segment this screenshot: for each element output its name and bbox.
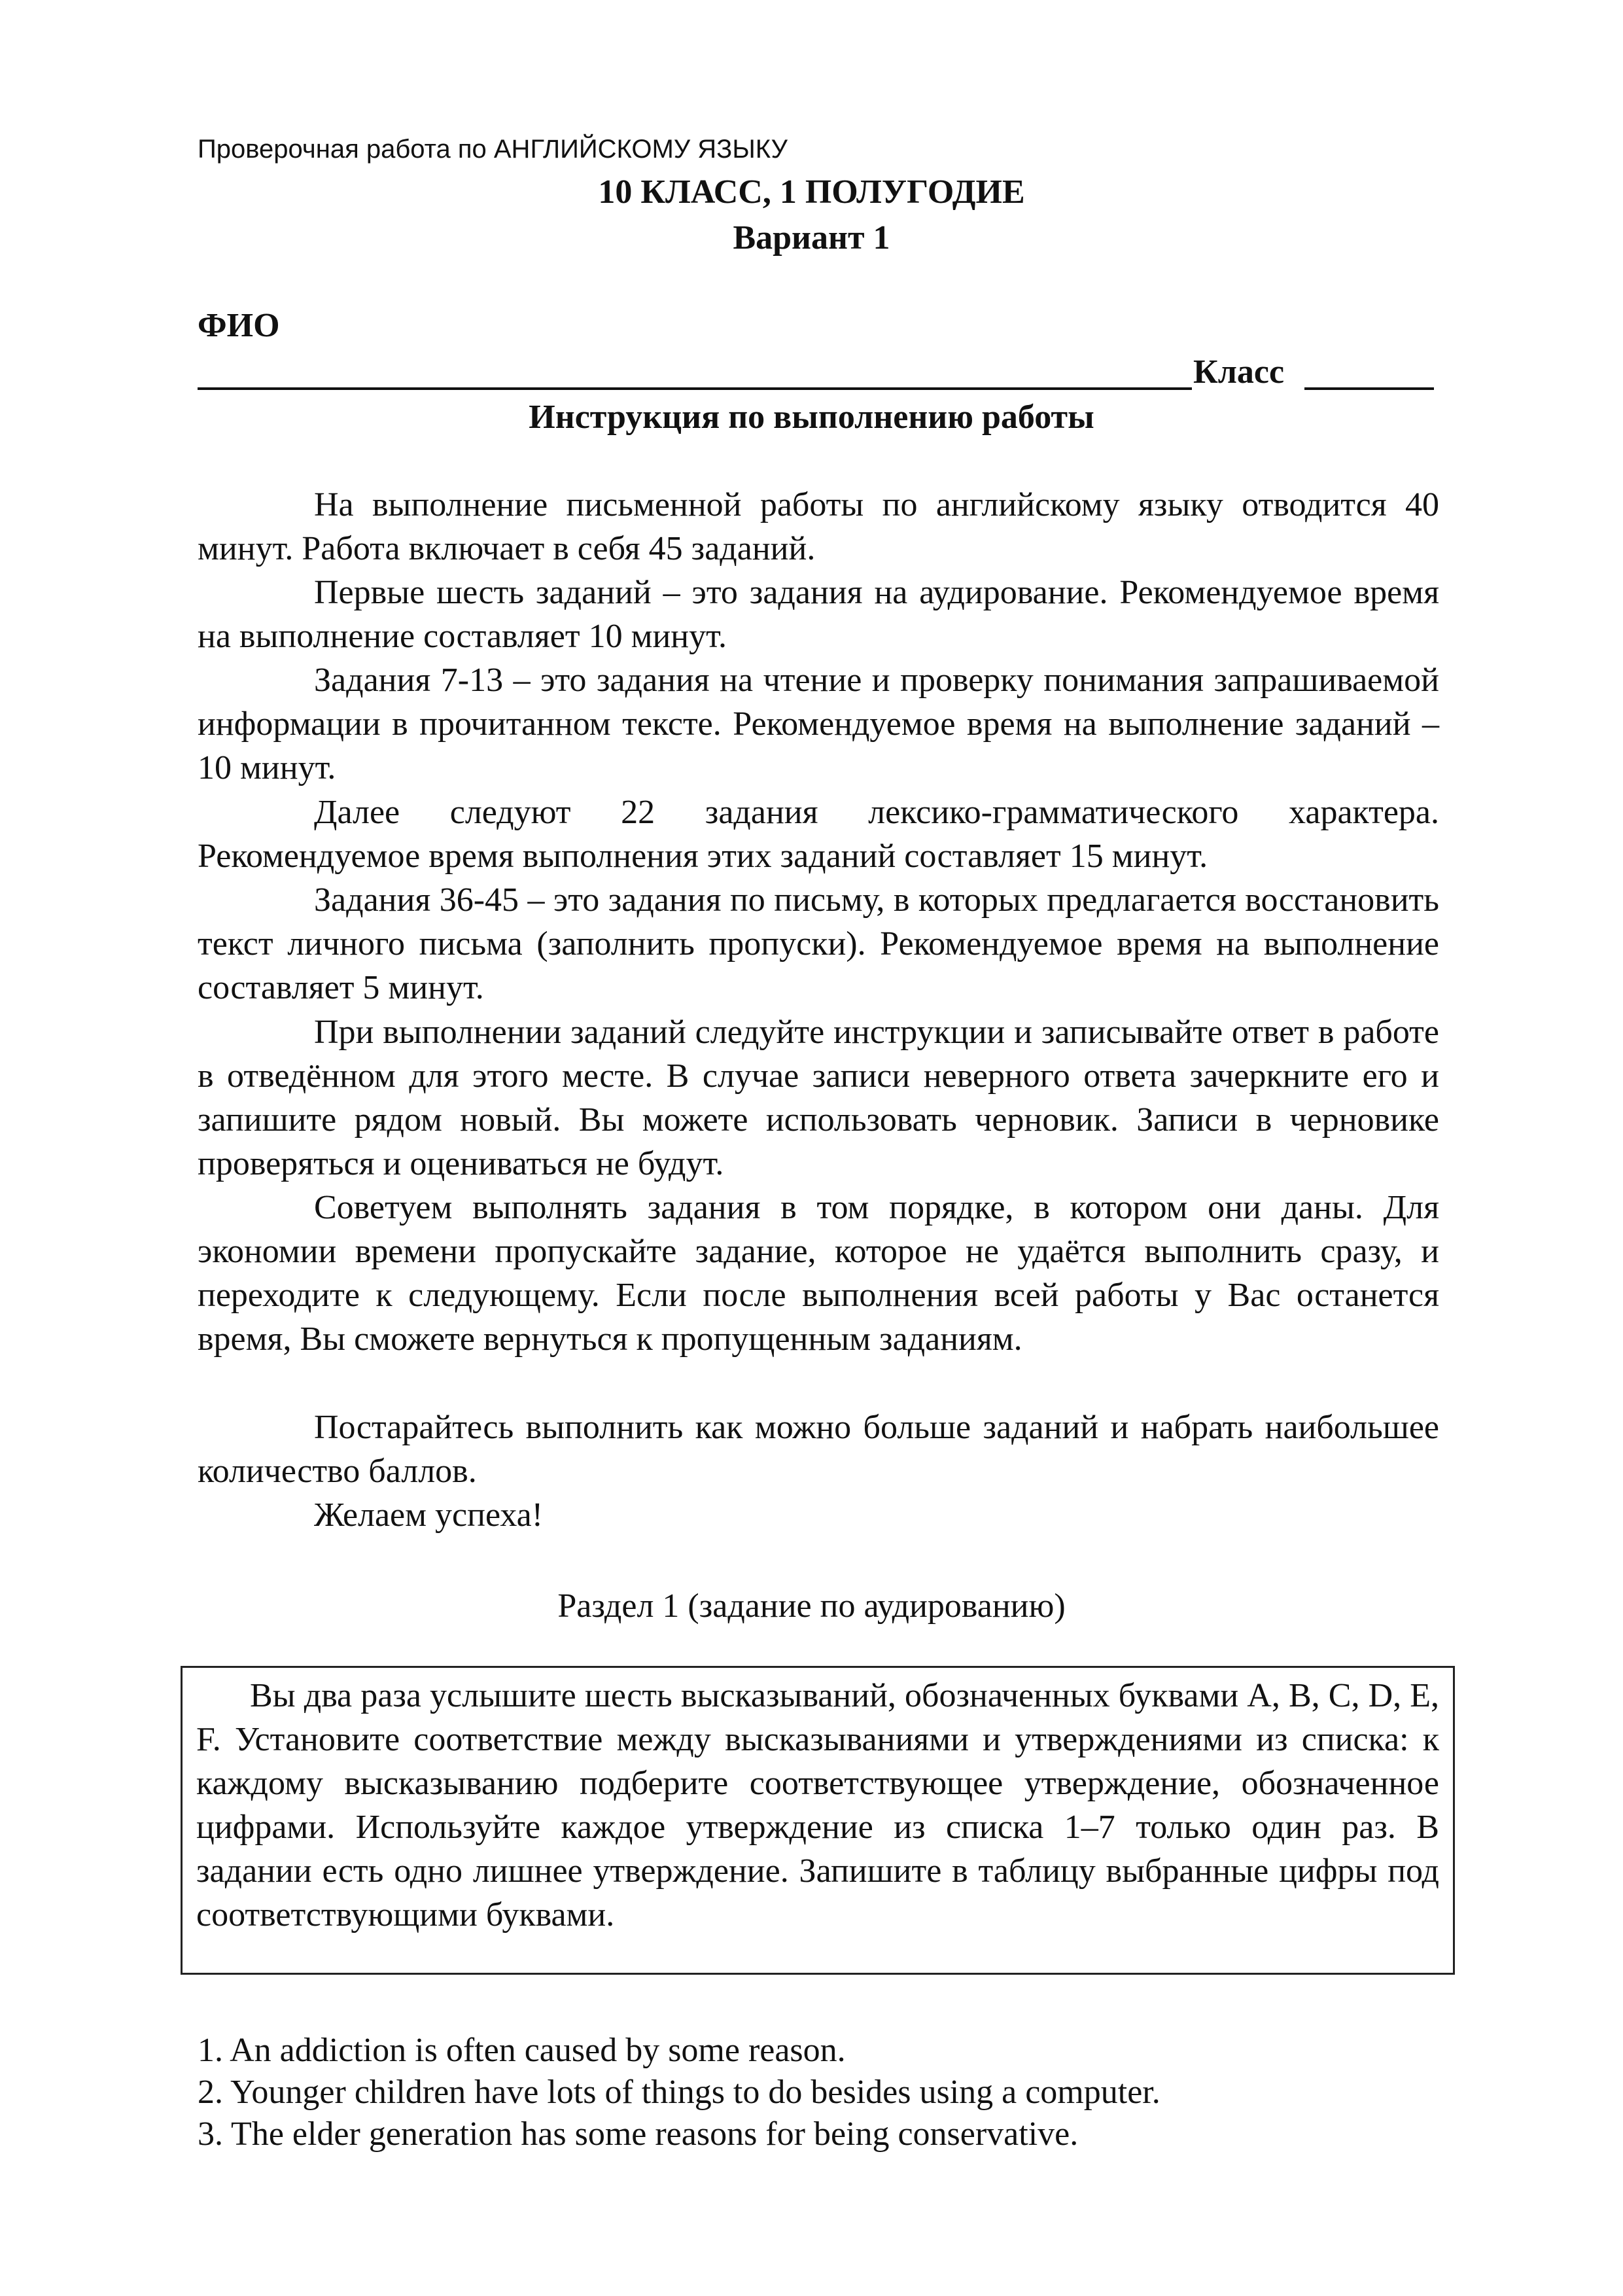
instruction-paragraph-3: Задания 7-13 – это задания на чтение и проверку понимания запрашиваемой информации в прочитанном тексте. Рекомендуемое время на выполнение заданий – 10 минут. <box>198 662 1439 786</box>
grade-title: 10 КЛАСС, 1 ПОЛУГОДИЕ <box>598 173 1025 211</box>
instruction-paragraph-4: Далее следуют 22 задания лексико-грамматического характера. Рекомендуемое время выполнения этих заданий составляет 15 минут. <box>198 794 1439 875</box>
statement-item: 2. Younger children have lots of things to do besides using a computer. <box>198 2074 1161 2111</box>
instruction-paragraph-1: На выполнение письменной работы по английскому языку отводится 40 минут. Работа включает в себя 45 заданий. <box>198 486 1439 567</box>
name-blank-line <box>198 387 1192 390</box>
name-class-row <box>198 352 1434 394</box>
instruction-paragraph-2: Первые шесть заданий – это задания на аудирование. Рекомендуемое время на выполнение составляет 10 минут. <box>198 574 1439 655</box>
instruction-paragraph-5: Задания 36-45 – это задания по письму, в которых предлагается восстановить текст личного письма (заполнить пропуски). Рекомендуемое время на выполнение составляет 5 минут. <box>198 881 1439 1006</box>
instruction-paragraph-8: Постарайтесь выполнить как можно больше заданий и набрать наибольшее количество баллов. <box>198 1409 1439 1490</box>
section-1-title: Раздел 1 (задание по аудированию) <box>557 1587 1066 1625</box>
instruction-paragraph-7: Советуем выполнять задания в том порядке, в котором они даны. Для экономии времени пропускайте задание, которое не удаётся выполнить сразу, и переходите к следующему. Если после выполнения всей работы у Вас останется время, Вы сможете вернуться к пропущенным заданиям. <box>198 1189 1439 1358</box>
class-blank-line <box>1304 387 1434 390</box>
instruction-paragraph-6: При выполнении заданий следуйте инструкции и записывайте ответ в работе в отведённом для этого месте. В случае записи неверного ответа зачеркните его и запишите рядом новый. Вы можете использовать черновик. Записи в черновике проверяться и оцениваться не будут. <box>198 1014 1439 1182</box>
task-instructions-text: Вы два раза услышите шесть высказываний, обозначенных буквами A, B, C, D, E, F. Установите соответствие между высказываниями и утверждениями из списка: к каждому высказыванию подберите соответствующее утверждение, обозначенное цифрами. Используйте каждое утверждение из списка 1–7 только один раз. В задании есть одно лишнее утверждение. Запишите в таблицу выбранные цифры под соответствующими буквами. <box>196 1677 1439 1934</box>
class-label: Класс <box>1193 353 1285 391</box>
closing-wish: Желаем успеха! <box>314 1496 544 1534</box>
fio-label: ФИО <box>198 307 280 344</box>
variant-title: Вариант 1 <box>733 219 890 256</box>
instructions-title: Инструкция по выполнению работы <box>529 398 1094 436</box>
statement-item: 1. An addiction is often caused by some reason. <box>198 2032 846 2069</box>
statement-item: 3. The elder generation has some reasons for being conservative. <box>198 2115 1079 2153</box>
subject-line: Проверочная работа по АНГЛИЙСКОМУ ЯЗЫКУ <box>198 135 788 164</box>
